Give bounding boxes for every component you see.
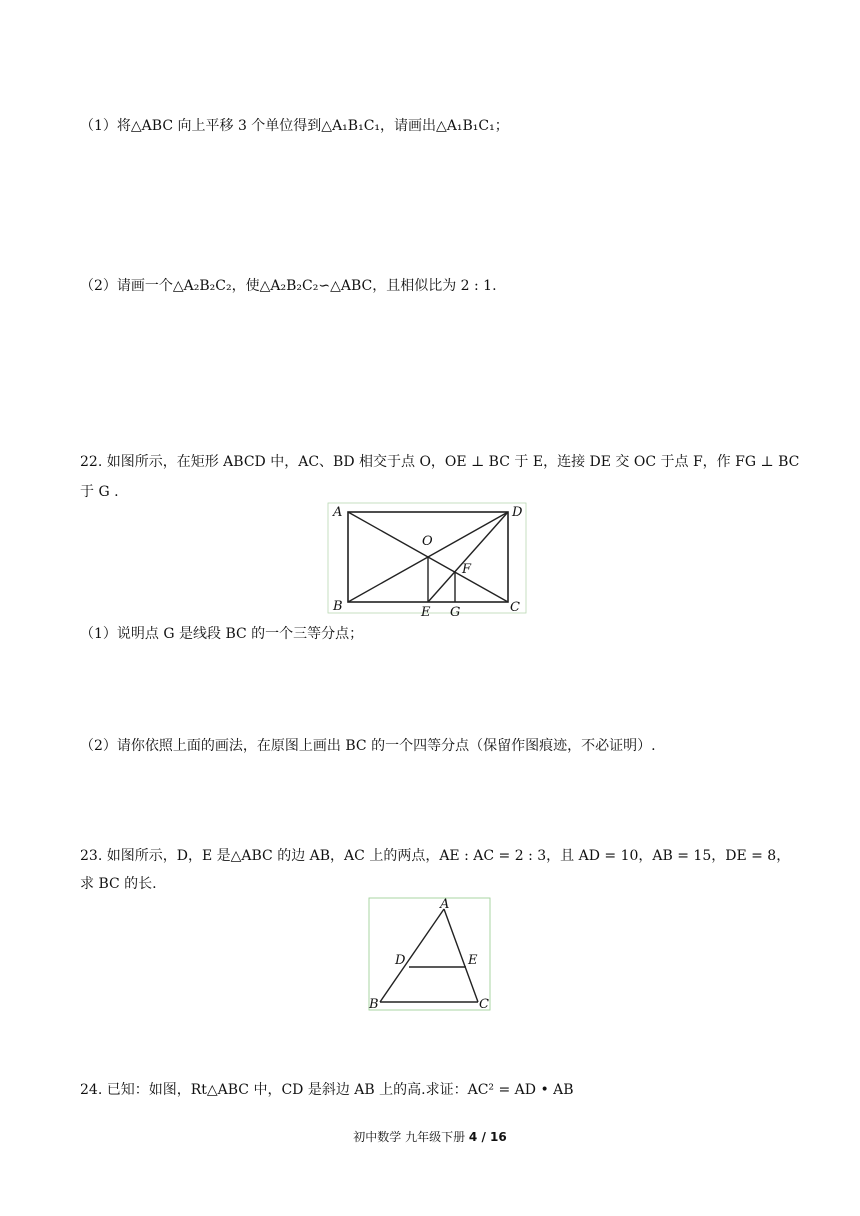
q23-triangle-diagram: [368, 896, 492, 1012]
label-a: A: [333, 505, 343, 520]
q22-figure: [326, 498, 532, 622]
footer-page-number: 4 / 16: [468, 1130, 507, 1144]
label-a: A: [440, 897, 450, 912]
q21-part1: （1）将△ABC 向上平移 3 个单位得到△A₁B₁C₁，请画出△A₁B₁C₁；: [80, 118, 509, 134]
q23-text-line2: 求 BC 的长.: [80, 876, 157, 892]
footer-subject: 初中数学 九年级下册: [353, 1130, 469, 1144]
q21-part2: （2）请画一个△A₂B₂C₂，使△A₂B₂C₂∽△ABC，且相似比为 2 : 1.: [80, 278, 497, 294]
label-d: D: [395, 953, 406, 968]
label-g: G: [450, 605, 461, 618]
q24-text: 24. 已知：如图，Rt△ABC 中，CD 是斜边 AB 上的高.求证：AC² = AD • AB: [80, 1082, 574, 1098]
q23-text-line1: 23. 如图所示，D，E 是△ABC 的边 AB，AC 上的两点，AE : AC = 2 : 3，且 AD = 10，AB = 15，DE = 8，: [80, 848, 791, 864]
label-o: O: [422, 534, 433, 549]
label-e: E: [468, 953, 478, 968]
q23-figure: [368, 896, 492, 1016]
q22-rectangle-diagram: [326, 498, 532, 618]
q22-text-line2: 于 G .: [80, 484, 119, 500]
q22-part1: （1）说明点 G 是线段 BC 的一个三等分点；: [80, 626, 364, 642]
label-d: D: [512, 505, 523, 520]
label-e: E: [421, 605, 431, 618]
label-c: C: [479, 997, 489, 1012]
side-ab: [380, 909, 444, 1002]
label-f: F: [462, 562, 472, 577]
segment-de: [428, 512, 508, 602]
page-footer: [0, 1128, 860, 1145]
q22-text-line1: 22. 如图所示，在矩形 ABCD 中，AC、BD 相交于点 O，OE ⊥ BC 于 E，连接 DE 交 OC 于点 F，作 FG ⊥ BC: [80, 454, 800, 470]
label-c: C: [510, 600, 520, 615]
q22-part2: （2）请你依照上面的画法，在原图上画出 BC 的一个四等分点（保留作图痕迹，不必证明）.: [80, 738, 656, 754]
label-b: B: [333, 599, 343, 614]
label-b: B: [369, 997, 379, 1012]
